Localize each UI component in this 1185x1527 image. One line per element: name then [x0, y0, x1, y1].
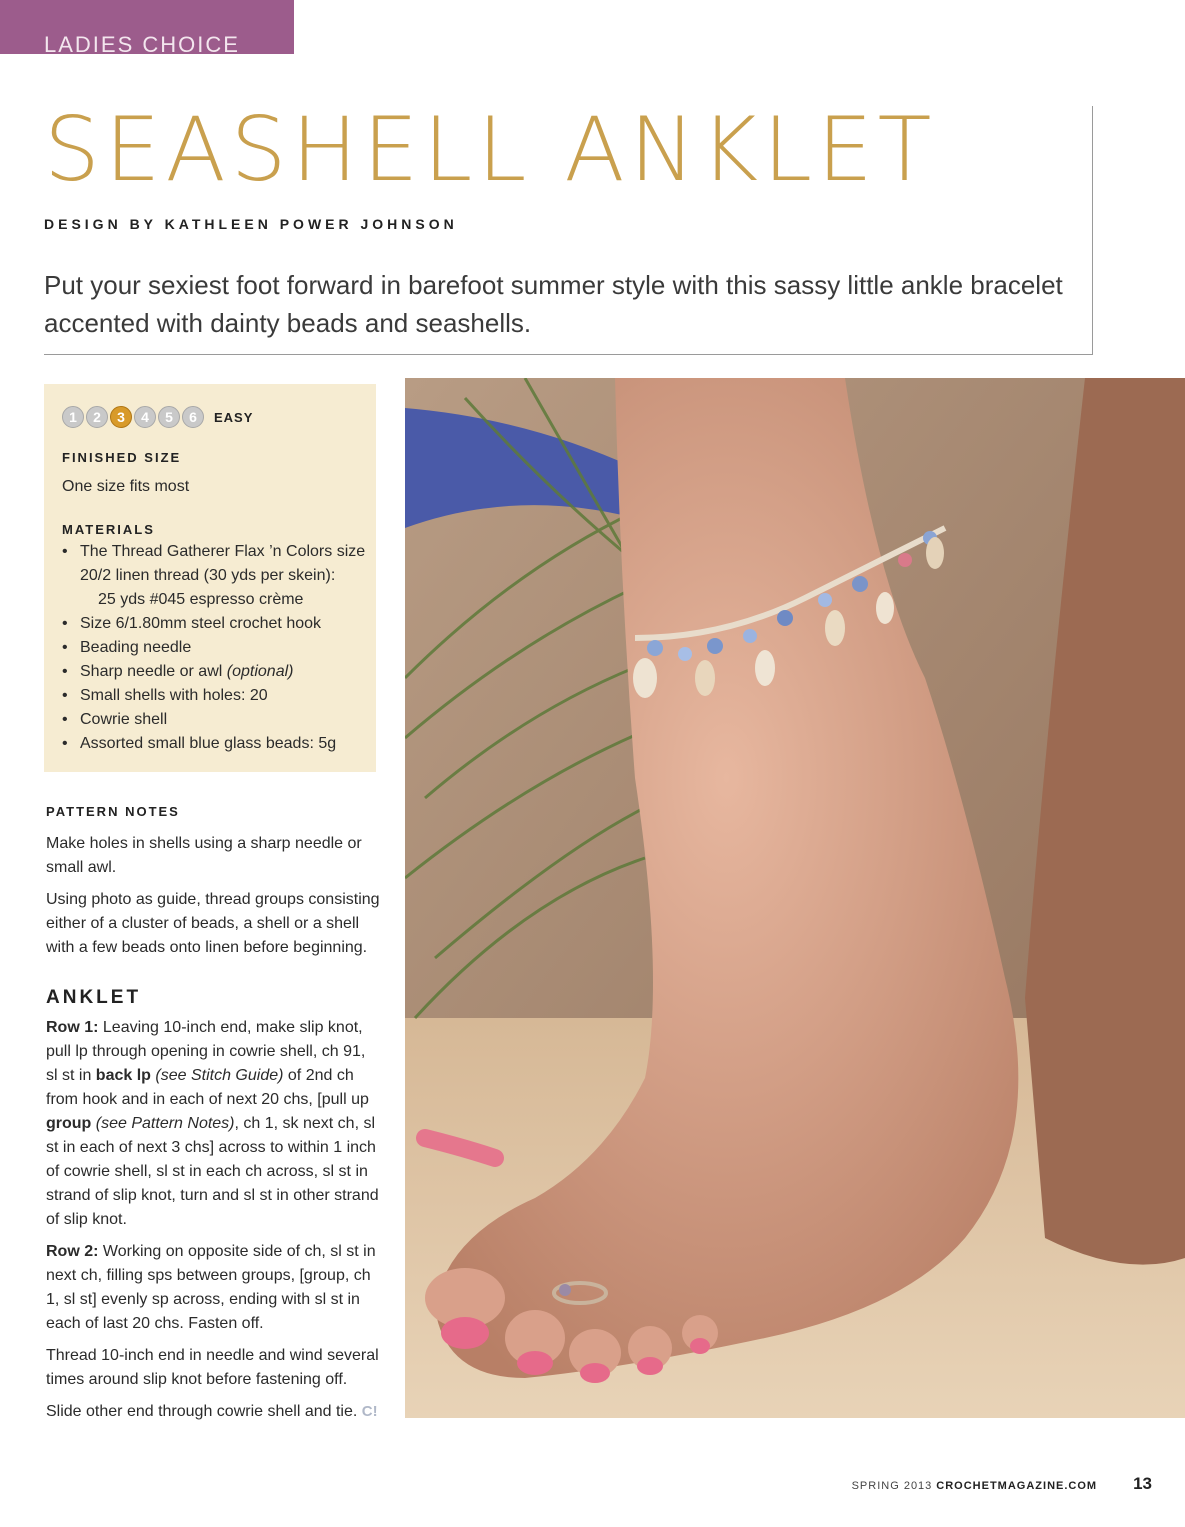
- row-1-label: Row 1:: [46, 1019, 99, 1036]
- skill-level-4-icon: 4: [134, 406, 156, 428]
- anklet-section: [46, 986, 380, 1432]
- anklet-photo: [405, 378, 1185, 1418]
- finished-size-text: One size fits most: [62, 478, 190, 495]
- skill-level-5-icon: 5: [158, 406, 180, 428]
- group-term: group: [46, 1115, 92, 1132]
- back-lp-term: back lp: [95, 1067, 151, 1084]
- row-2-instructions: Row 2: Working on opposite side of ch, sl st in next ch, filling sps between groups, [group, ch 1, sl st] evenly sp across, ending with sl st in each of last 20 chs. Fasten off.: [46, 1243, 376, 1332]
- skill-level: [62, 406, 253, 428]
- skill-level-1-icon: 1: [62, 406, 84, 428]
- closing-paragraph: Slide other end through cowrie shell and tie. C!: [46, 1403, 378, 1420]
- materials-item: • Cowrie shell: [62, 708, 368, 732]
- pattern-notes-paragraph-2: Using photo as guide, thread groups consisting either of a cluster of beads, a shell or a shell with a few beads onto linen before beginning.: [46, 891, 380, 956]
- skill-level-2-icon: 2: [86, 406, 108, 428]
- materials-item: • Small shells with holes: 20: [62, 684, 368, 708]
- materials-item: • Sharp needle or awl (optional): [62, 660, 368, 684]
- section-tab: [0, 0, 294, 54]
- pattern-notes-paragraph-1: Make holes in shells using a sharp needle or small awl.: [46, 835, 362, 876]
- skill-level-3-icon: 3: [110, 406, 132, 428]
- footer-issue: SPRING 2013: [851, 1480, 933, 1492]
- materials-subitem: 25 yds #045 espresso crème: [98, 591, 304, 608]
- foot-on-sand-image: [405, 378, 1185, 1418]
- finished-size-heading: FINISHED SIZE: [62, 450, 182, 465]
- pattern-notes-section: [46, 800, 380, 968]
- row-2-label: Row 2:: [46, 1243, 99, 1260]
- page-number: 13: [1133, 1474, 1152, 1493]
- anklet-heading: ANKLET: [46, 987, 142, 1008]
- finishing-paragraph: Thread 10-inch end in needle and wind several times around slip knot before fastening off.: [46, 1347, 379, 1388]
- materials-item: • Beading needle: [62, 636, 368, 660]
- page-footer: [760, 1474, 1152, 1494]
- pattern-notes-ref: (see Pattern Notes): [95, 1115, 235, 1132]
- skill-level-6-icon: 6: [182, 406, 204, 428]
- row-1-instructions: Row 1: Leaving 10-inch end, make slip knot, pull lp through opening in cowrie shell, ch 91, sl st in back lp (see Stitch Guide) of 2nd ch from hook and in each of next 20 chs, [pull up group (see Pattern Notes), ch 1, sk next ch, sl st in each of next 3 chs] across to within 1 inch of cowrie shell, sl st in each ch across, sl st in strand of slip knot, turn and sl st in other strand of slip knot.: [46, 1019, 379, 1228]
- section-tab-label: LADIES CHOICE: [44, 32, 240, 54]
- materials-sidebar: [44, 384, 376, 772]
- title-box: [44, 98, 1093, 355]
- designer-byline: DESIGN BY KATHLEEN POWER JOHNSON: [44, 216, 458, 232]
- materials-item: • The Thread Gatherer Flax ’n Colors size 20/2 linen thread (30 yds per skein): 25 yds #045 espresso crème: [62, 540, 368, 612]
- stitch-guide-ref: (see Stitch Guide): [155, 1067, 284, 1084]
- end-mark-icon: C!: [361, 1403, 378, 1420]
- intro-text: Put your sexiest foot forward in barefoot summer style with this sassy little ankle bracelet accented with dainty beads and seashells.: [44, 270, 1063, 338]
- materials-item-note: (optional): [226, 663, 294, 680]
- footer-website: CROCHETMAGAZINE.COM: [936, 1480, 1098, 1492]
- page-title: SEASHELL ANKLET: [44, 98, 937, 201]
- skill-level-label: EASY: [214, 409, 254, 425]
- materials-list: [62, 540, 368, 756]
- materials-item: • Assorted small blue glass beads: 5g: [62, 732, 368, 756]
- pattern-notes-heading: PATTERN NOTES: [46, 804, 180, 819]
- materials-heading: MATERIALS: [62, 522, 155, 537]
- materials-item: • Size 6/1.80mm steel crochet hook: [62, 612, 368, 636]
